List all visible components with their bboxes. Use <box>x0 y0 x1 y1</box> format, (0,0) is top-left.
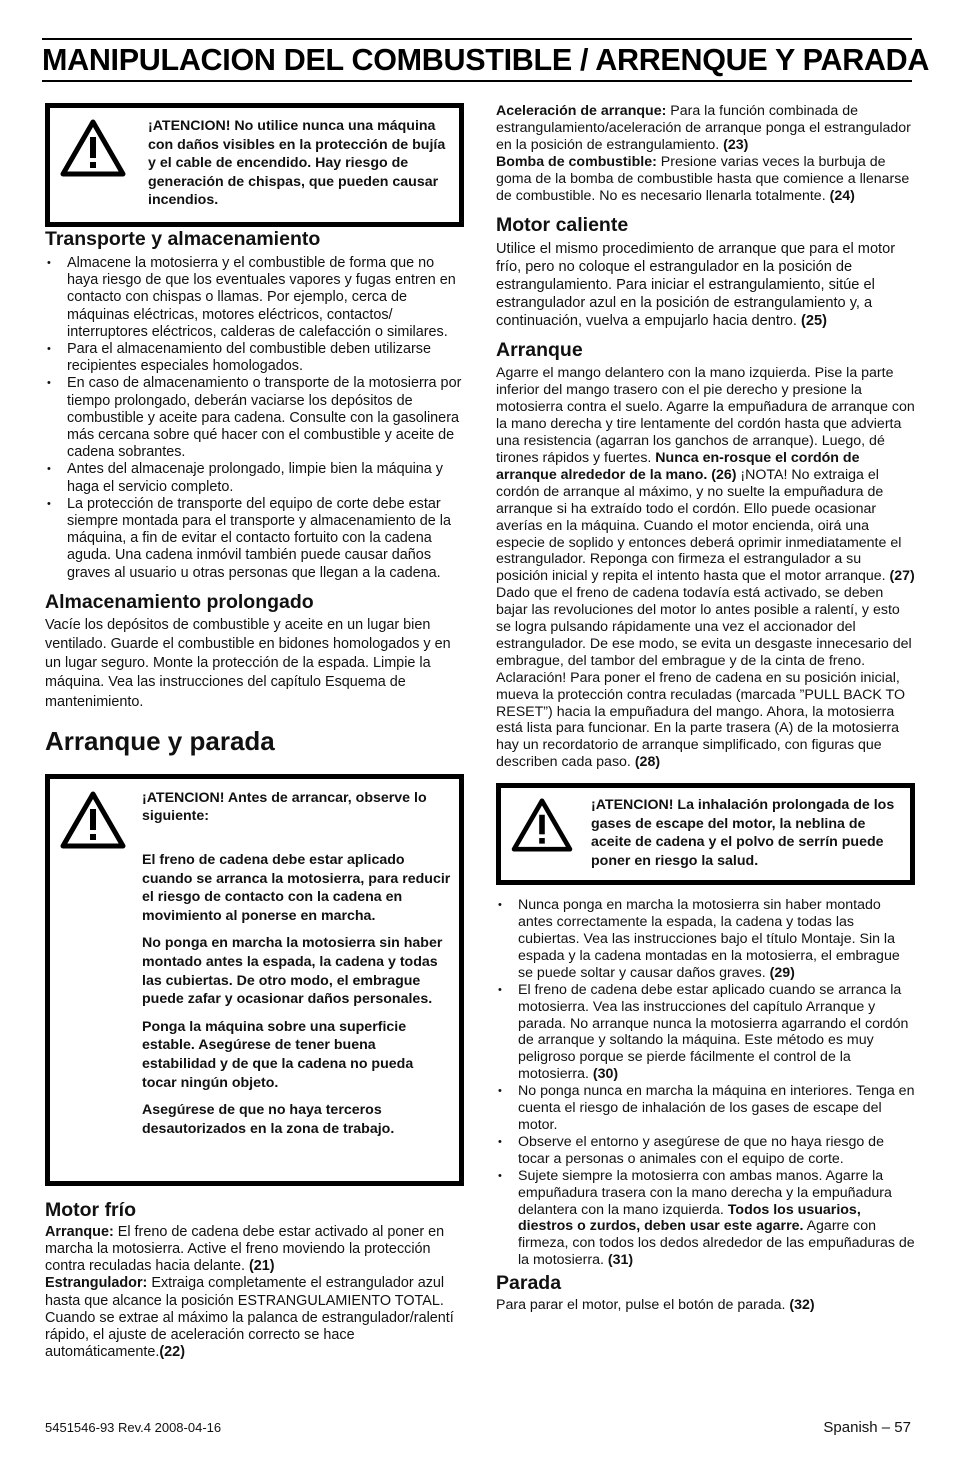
warning-box-inhalation <box>496 783 915 885</box>
warning-triangle-icon <box>60 119 126 177</box>
warning-text: ¡ATENCION! La inhalación prolongada de los gases de escape del motor, la neblina de aceite de cadena y el polvo de serrín puede poner en riesgo la salud. <box>591 797 895 869</box>
warning-text-stable: Ponga la máquina sobre una superficie estable. Asegúrese de tener buena estabilidad y de que la cadena no pueda tocar ningún objeto. <box>142 1018 414 1091</box>
footer-page-number: Spanish – 57 <box>823 1419 911 1436</box>
motor-caliente-text: Utilice el mismo procedimiento de arranque que para el motor frío, pero no coloque el estrangulador en la posición de estrangulamiento. Para iniciar el estrangulamiento, sitúe el estrangulador azul en la posición de estrangulamiento y, a continuación, vuelva a empujarlo hacia dentro. (25) <box>496 241 896 330</box>
list-item: • En caso de almacenamiento o transporte de la motosierra por tiempo prolongado, deberán vaciarse los depósitos de combustible y aceite para cadena. Consulte con la gasolinera más cercana sobre qué hacer con el combustible y aceite de cadena sobrantes. <box>45 375 464 461</box>
motor-frio-estrangulador: Estrangulador: Extraiga completamente el estrangulador azul hasta que alcance la posición ESTRANGULAMIENTO TOTAL. Cuando se extrae al máximo la palanca de estrangulador/ralentí rápido, el ajuste de aceleración correcto se hace automáticamente.(22) <box>45 1275 454 1361</box>
aceleracion-text: Aceleración de arranque: Para la función combinada de estrangulamiento/aceleración de arranque ponga el estrangulador en la posición de estrangulamiento. (23) <box>496 103 911 153</box>
motor-frio-arranque: Arranque: El freno de cadena debe estar activado al poner en marcha la motosierra. Active el freno moviendo la protección contra reculadas hacia delante. (21) <box>45 1223 445 1275</box>
arranque-text-1: Agarre el mango delantero con la mano izquierda. Pise la parte inferior del mango trasero con el pie derecho y presione la motosierra contra el suelo. Agarre la empuñadura de arranque con la mano derecha y tire lentamente del cordón hasta que advierta una resistencia (agarran los ganchos de arranque). Luego, dé tirones rápidos y fuertes. Nunca en-rosque el cordón de arranque alrededor de la mano. (26) ¡NOTA! No extraiga el cordón de arranque al máximo, y no suelte la empuñadura de arranque si ha extraído todo el cordón. Ello puede ocasionar averías en la máquina. Cuando el motor encienda, oirá una especie de soplido y entonces deberá oprimir inmediatamente el estrangulador. Reponga con firmeza el estrangulador a su posición inicial y repita el intento hasta que el motor arranque. (27) Dado que el freno de cadena todavía está activado, se deben bajar las revoluciones del motor lo antes posible a ralentí, y esto se logra pulsando rápidamente una vez el accionador del estrangulador. De ese modo, se evita un desgaste innecesario del embrague, del tambor del embrague y de la cinta de freno. <box>496 365 915 669</box>
page-title: MANIPULACION DEL COMBUSTIBLE / ARRENQUE Y PARADA <box>42 43 930 77</box>
right-column <box>496 103 915 1314</box>
warning-box-spark <box>45 103 464 227</box>
list-item: • Almacene la motosierra y el combustible de forma que no haya riesgo de que los eventuales vapores y fugas entren en contacto con chispas o llamas. Por ejemplo, cerca de máquinas eléctricas, motores eléctricos, contactos/ interruptores eléctricos, calderas de calefacción o similares. <box>45 255 464 341</box>
section-title-transporte: Transporte y almacenamiento <box>45 228 321 250</box>
page-header <box>42 38 930 82</box>
section-title-motor-frio: Motor frío <box>45 1198 136 1221</box>
list-item: • Observe el entorno y asegúrese de que no haya riesgo de tocar a personas o animales con el equipo de corte. <box>496 1134 915 1168</box>
list-item: • El freno de cadena debe estar aplicado cuando se arranca la motosierra. Vea las instrucciones del capítulo Arranque y parada. No arranque nunca la motosierra agarrando el cordón de arranque y soltando la máquina. Este método es muy peligroso porque se pierde fácilmente el control de la motosierra. (30) <box>496 982 915 1083</box>
warning-text-bystanders: Asegúrese de que no haya terceros desautorizados en la zona de trabajo. <box>142 1102 395 1137</box>
list-item: • Sujete siempre la motosierra con ambas manos. Agarre la empuñadura trasera con la mano derecha y la empuñadura delantera con la mano izquierda. Todos los usuarios, diestros o zurdos, deben usar este agarre. Agarre con firmeza, con todos los dedos alrededor de las empuñaduras de la motosierra. (31) <box>496 1168 915 1269</box>
section-title-arranque-parada: Arranque y parada <box>45 725 275 756</box>
warning-text: ¡ATENCION! No utilice nunca una máquina con daños visibles en la protección de bujía y el cable de encendido. Hay riesgo de generación de chispas, que pueden causar incendios. <box>148 118 446 209</box>
footer-doc-id: 5451546-93 Rev.4 2008-04-16 <box>45 1420 222 1435</box>
list-item: • Antes del almacenaje prolongado, limpie bien la máquina y haga el servicio completo. <box>45 461 464 495</box>
warning-triangle-icon <box>60 791 126 849</box>
section-title-motor-caliente: Motor caliente <box>496 214 629 237</box>
left-column <box>45 103 464 1362</box>
list-item: • No ponga nunca en marcha la máquina en interiores. Tenga en cuenta el riesgo de inhalación de los gases de escape del motor. <box>496 1083 915 1134</box>
safety-list <box>496 897 915 1269</box>
almacenamiento-text: Vacíe los depósitos de combustible y aceite en un lugar bien ventilado. Guarde el combustible en bidones homologados y en un lugar seguro. Monte la protección de la espada. Limpie la máquina. Vea las instrucciones del capítulo Esquema de mantenimiento. <box>45 616 451 710</box>
warning-box-start <box>45 774 464 1186</box>
bomba-text: Bomba de combustible: Presione varias veces la burbuja de goma de la bomba de combustible hasta que comience a llenarse de combustible. No es necesario llenarla totalmente. (24) <box>496 153 910 204</box>
section-title-almacenamiento: Almacenamiento prolongado <box>45 590 314 613</box>
warning-text-intro: ¡ATENCION! Antes de arrancar, observe lo siguiente: <box>142 789 427 825</box>
warning-triangle-icon <box>511 798 573 852</box>
parada-text: Para parar el motor, pulse el botón de parada. (32) <box>496 1297 815 1314</box>
list-item: • La protección de transporte del equipo de corte debe estar siempre montada para el transporte y almacenamiento de la máquina, a fin de evitar el contacto fortuito con la cadena aguda. Una cadena inmóvil también puede causar daños graves al usuario u otras personas que llegan a la cadena. <box>45 496 464 582</box>
list-item: • Nunca ponga en marcha la motosierra sin haber montado antes correctamente la espada, la cadena y todas las cubiertas. Vea las instrucciones bajo el título Montaje. Sin la espada y la cadena montadas en la motosierra, el embrague se puede soltar y causar daños graves. (29) <box>496 897 915 982</box>
transporte-list <box>45 255 464 582</box>
warning-text-brake: El freno de cadena debe estar aplicado cuando se arranca la motosierra, para reducir el riesgo de contacto con la cadena en movimiento al ponerse en marcha. <box>142 852 451 924</box>
warning-text-assembly: No ponga en marcha la motosierra sin haber montado antes la espada, la cadena y todas las cubiertas. De otro modo, el embrague puede zafar y ocasionar daños personales. <box>142 935 443 1008</box>
section-title-parada: Parada <box>496 1272 562 1295</box>
arranque-text-2: Aclaración! Para poner el freno de cadena en su posición inicial, mueva la protección contra reculadas (marcada ”PULL BACK TO RESET”) hacia la empuñadura del mango. Ahora, la motosierra está lista para funcionar. En la parte trasera (A) de la motosierra hay un recordatorio de arranque simplificado, con figuras que describen cada paso. (28) <box>496 669 905 771</box>
section-title-arranque: Arranque <box>496 339 583 362</box>
list-item: • Para el almacenamiento del combustible deben utilizarse recipientes especiales homologados. <box>45 341 464 375</box>
